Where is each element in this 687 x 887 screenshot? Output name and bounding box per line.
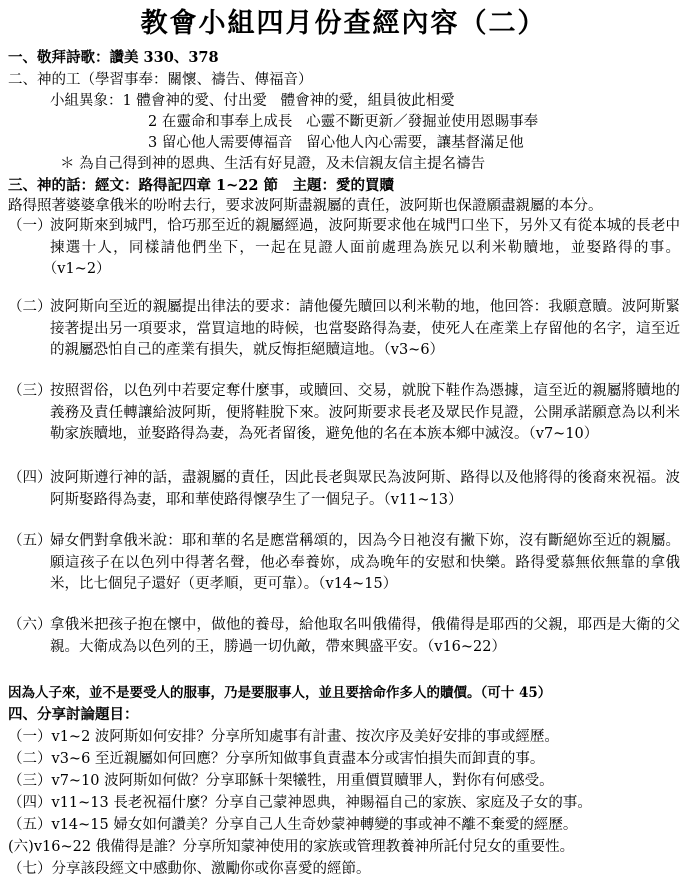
passage-2 bbox=[8, 297, 680, 362]
passage-text: 波阿斯遵行神的話，盡親屬的責任，因此長老與眾民為波阿斯、路得以及他將得的後裔來祝福。波阿斯娶路得為妻，耶和華使路得懷孕生了一個兒子。 bbox=[50, 470, 680, 508]
passage-6 bbox=[8, 615, 680, 658]
word-heading: 三、神的話：經文：路得記四章 1~22 節 主題：愛的買贖 bbox=[8, 177, 395, 194]
passage-marker: （六） bbox=[8, 617, 52, 633]
passage-3 bbox=[8, 381, 680, 446]
intro-line: 路得照著婆婆拿俄米的吩咐去行，要求波阿斯盡親屬的責任，波阿斯也保證願盡親屬的本分。 bbox=[8, 198, 603, 214]
verse-ref: （v1~2） bbox=[50, 261, 111, 277]
vision-item: 體會神的愛、付出愛 bbox=[136, 93, 267, 109]
passage-text: 婦女們對拿俄米說：耶和華的名是應當稱頌的，因為今日祂沒有撇下妳，沒有斷絕妳至近的親屬。願這孩子在以色列中得著名聲，他必奉養妳，成為晚年的安慰和快樂。路得愛慕無依無靠的拿俄米，比七個兒子還好（更孝順，更可靠）。 bbox=[50, 533, 680, 592]
vision-line-3 bbox=[148, 133, 524, 153]
question-7: （七）分享該段經文中感動你、激勵你或你喜愛的經節。 bbox=[8, 861, 371, 877]
passage-marker: （五） bbox=[8, 533, 52, 549]
question-3: （三）v7~10 波阿斯如何做？分享耶穌十架犧牲，用重價買贖罪人，對你有何感受。 bbox=[8, 773, 554, 789]
passage-1 bbox=[8, 216, 680, 281]
vision-line-2 bbox=[148, 112, 538, 132]
vision-number: 3 bbox=[148, 135, 158, 151]
passage-5 bbox=[8, 531, 680, 596]
vision-line-1 bbox=[50, 91, 455, 111]
question-4: （四）v11~13 長老祝福什麼？分享自己蒙神恩典，神賜福自己的家族、家庭及子女的事。 bbox=[8, 795, 592, 811]
page-title: 教會小組四月份查經內容（二） bbox=[140, 8, 547, 39]
verse-ref: （v3~6） bbox=[383, 342, 445, 358]
passage-marker: （四） bbox=[8, 470, 52, 486]
passage-4 bbox=[8, 468, 680, 511]
vision-item: 留心他人需要傳福音 bbox=[161, 135, 293, 151]
vision-number: 2 bbox=[148, 114, 158, 130]
verse-ref: （v14~15） bbox=[318, 576, 398, 592]
vision-item-detail: 體會神的愛，組員彼此相愛 bbox=[280, 93, 455, 109]
question-5: （五）v14~15 婦女如何讚美？分享自己人生奇妙蒙神轉變的事或神不離不棄愛的經歷。 bbox=[8, 817, 578, 833]
vision-item-detail: 心靈不斷更新／發掘並使用恩賜事奉 bbox=[306, 114, 539, 130]
question-6: (六)v16~22 俄備得是誰？分享所知蒙神使用的家族或管理教養神所託付兒女的重要性。 bbox=[8, 839, 575, 855]
verse-ref: （v11~13） bbox=[383, 491, 463, 508]
passage-text: 按照習俗，以色列中若要定奪什麼事，或贖回、交易，就脫下鞋作為憑據，這至近的親屬將贖地的義務及責任轉讓給波阿斯，便將鞋脫下來。波阿斯要求長老及眾民作見證，公開承諾願意為以利米勒家族贖地，並娶路得為妻，為死者留後，避免他的名在本族本鄉中滅沒。 bbox=[50, 383, 680, 442]
verse-ref: （v16~22） bbox=[427, 638, 506, 655]
vision-item: 在靈命和事奉上成長 bbox=[161, 114, 293, 130]
passage-marker: （一） bbox=[8, 218, 52, 234]
key-verse: 因為人子來，並不是要受人的服事，乃是要服事人，並且要捨命作多人的贖價。（可十 45） bbox=[8, 685, 552, 701]
hymn-line: 一、敬拜詩歌：讚美 330、378 bbox=[8, 49, 219, 66]
passage-text: 波阿斯來到城門，恰巧那至近的親屬經過，波阿斯要求他在城門口坐下，另外又有從本城的長老中揀選十人，同樣請他們坐下，一起在見證人面前處理為族兄以利米勒贖地，並娶路得的事。 bbox=[50, 218, 680, 256]
question-1: （一）v1~2 波阿斯如何安排？分享所知處事有計畫、按次序及美好安排的事或經歷。 bbox=[8, 729, 559, 745]
passage-text: 波阿斯向至近的親屬提出律法的要求：請他優先贖回以利米勒的地，他回答：我願意贖。波阿斯緊接著提出另一項要求，當買這地的時候，也當娶路得為妻，使死人在產業上存留他的名字，這至近的親屬恐怕自己的產業有損失，就反悔拒絕贖這地。 bbox=[50, 299, 680, 358]
vision-label: 小組異象： bbox=[50, 93, 123, 109]
passage-marker: （三） bbox=[8, 383, 52, 399]
question-2: （二）v3~6 至近親屬如何回應？分享所知做事負責盡本分或害怕損失而卸責的事。 bbox=[8, 751, 545, 767]
vision-number: 1 bbox=[122, 93, 132, 109]
passage-marker: （二） bbox=[8, 299, 52, 315]
passage-text: 拿俄米把孩子抱在懷中，做他的養母，給他取名叫俄備得，俄備得是耶西的父親，耶西是大衛的父親。大衛成為以色列的王，勝過一切仇敵，帶來興盛平安。 bbox=[50, 617, 680, 655]
verse-ref: （v7~10） bbox=[528, 426, 599, 442]
god-work-line: 二、神的工（學習事奉：關懷、禱告、傳福音） bbox=[8, 72, 313, 88]
prayer-note: ＊ 為自己得到神的恩典、生活有好見證，及未信親友信主提名禱告 bbox=[60, 156, 486, 172]
vision-item-detail: 留心他人內心需要，讓基督滿足他 bbox=[306, 135, 524, 151]
discussion-heading: 四、分享討論題目： bbox=[8, 706, 139, 723]
